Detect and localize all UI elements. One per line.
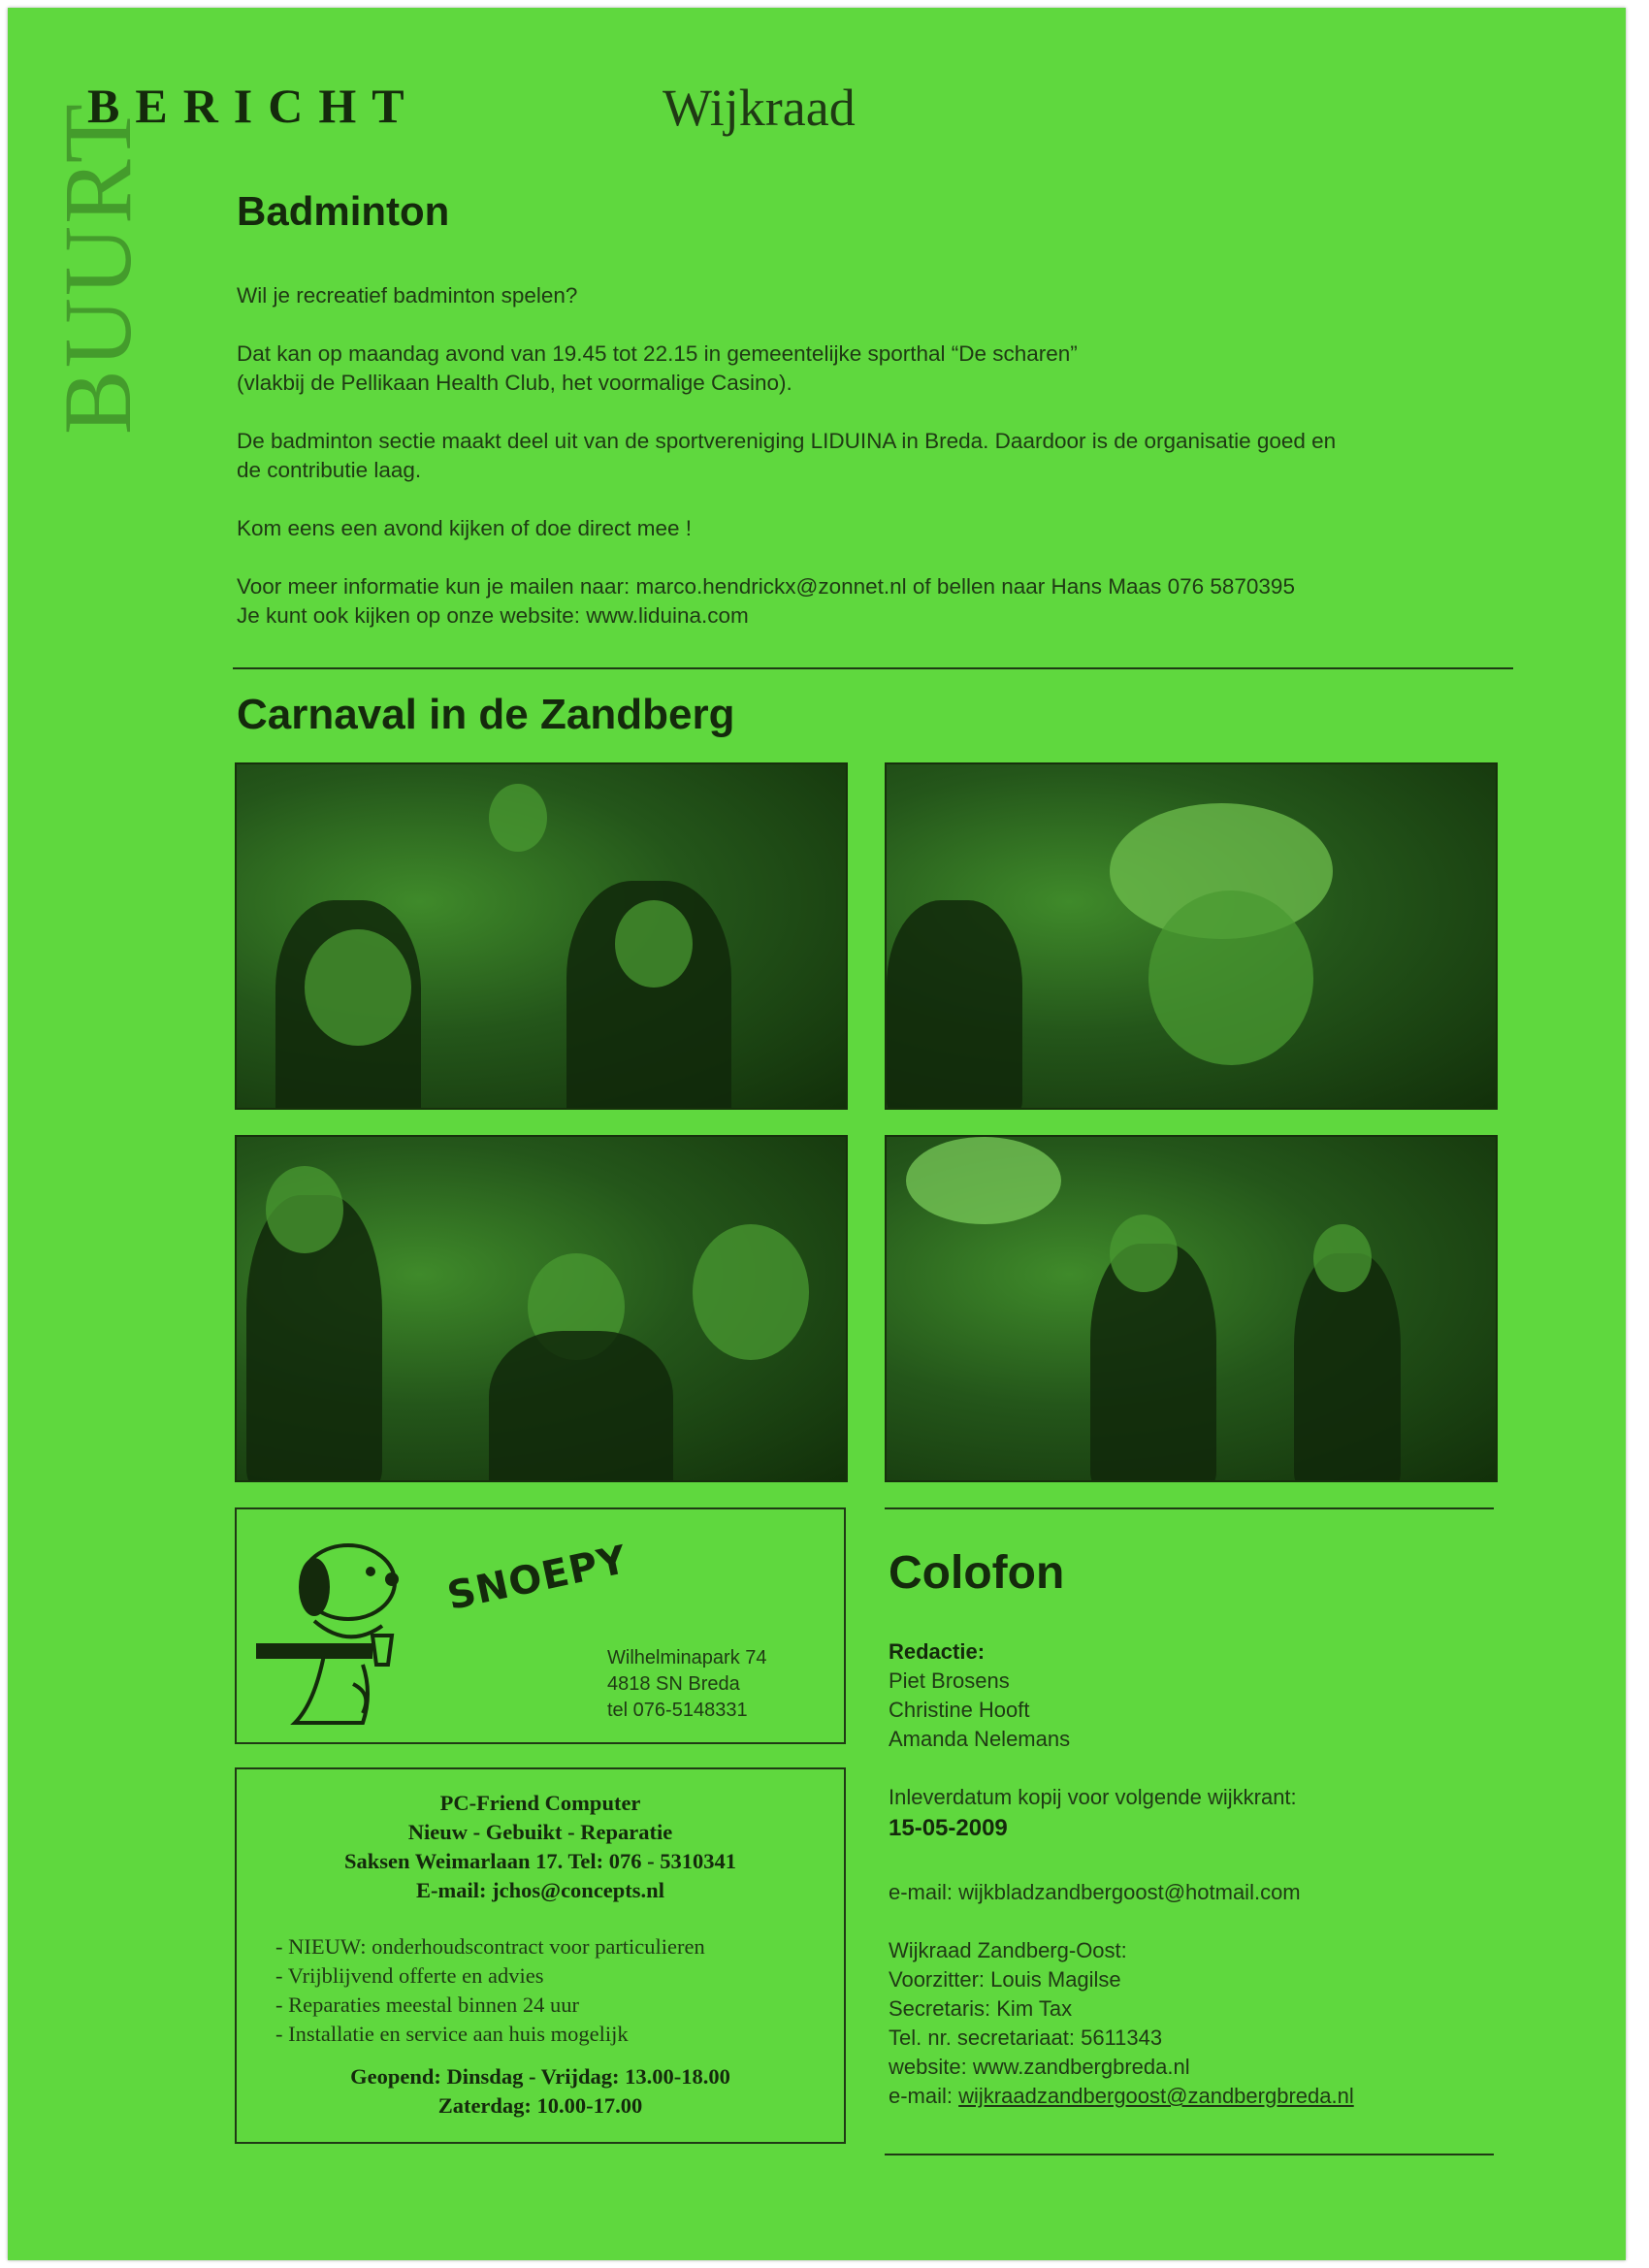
section-divider <box>233 667 1513 669</box>
colofon-bottom-rule <box>885 2154 1494 2155</box>
pc-friend-service: - Installatie en service aan huis mogelijk <box>275 2022 629 2046</box>
carnaval-heading: Carnaval in de Zandberg <box>237 691 735 738</box>
carnaval-photo-1 <box>235 762 848 1110</box>
badminton-heading: Badminton <box>237 188 450 234</box>
pc-friend-service: - NIEUW: onderhoudscontract voor particulieren <box>275 1934 705 1959</box>
badminton-club-line2: de contributie laag. <box>237 458 422 482</box>
snoepy-address: Wilhelminapark 74 <box>607 1647 767 1669</box>
masthead-subtitle: Wijkraad <box>663 79 856 137</box>
colofon-redactie-label: Redactie: <box>889 1639 986 1664</box>
masthead-vertical-text: BUURT <box>44 102 151 435</box>
badminton-invite: Kom eens een avond kijken of doe direct mee ! <box>237 516 693 540</box>
colofon-wijkraad: Wijkraad Zandberg-Oost: <box>889 1938 1127 1962</box>
colofon-heading: Colofon <box>889 1547 1065 1599</box>
carnaval-photo-3 <box>235 1135 848 1482</box>
pc-friend-address: Saksen Weimarlaan 17. Tel: 076 - 5310341 <box>343 1849 736 1873</box>
carnaval-photo-2 <box>885 762 1498 1110</box>
masthead-title: BERICHT <box>87 79 420 133</box>
pc-friend-hours-saturday: Zaterdag: 10.00-17.00 <box>437 2093 643 2118</box>
badminton-intro: Wil je recreatief badminton spelen? <box>237 283 578 308</box>
pc-friend-hours-weekday: Geopend: Dinsdag - Vrijdag: 13.00-18.00 <box>350 2064 730 2089</box>
badminton-time-line2: (vlakbij de Pellikaan Health Club, het voormalige Casino). <box>237 371 792 395</box>
carnaval-photo-4 <box>885 1135 1498 1482</box>
colofon-email2 <box>889 2082 1354 2111</box>
snoopy-icon <box>256 1529 440 1733</box>
colofon-editor: Piet Brosens <box>889 1669 1010 1693</box>
pc-friend-tagline: Nieuw - Gebuikt - Reparatie <box>407 1820 673 1844</box>
badminton-time-line1: Dat kan op maandag avond van 19.45 tot 22.15 in gemeentelijke sporthal “De scharen” <box>237 341 1078 366</box>
pc-friend-name: PC-Friend Computer <box>439 1791 641 1815</box>
colofon-voorzitter: Voorzitter: Louis Magilse <box>889 1967 1121 1992</box>
pc-friend-service: - Reparaties meestal binnen 24 uur <box>275 1993 580 2017</box>
pc-friend-advert <box>235 1767 846 2144</box>
newsletter-page <box>8 8 1626 2260</box>
badminton-website: Je kunt ook kijken op onze website: www.liduina.com <box>237 603 749 628</box>
snoepy-postcode: 4818 SN Breda <box>607 1673 740 1695</box>
badminton-contact: Voor meer informatie kun je mailen naar: marco.hendrickx@zonnet.nl of bellen naar Hans Maas 076 5870395 <box>237 574 1295 599</box>
colofon-top-rule <box>885 1507 1494 1509</box>
colofon-deadline: 15-05-2009 <box>889 1815 1008 1841</box>
colofon-email: e-mail: wijkbladzandbergoost@hotmail.com <box>889 1880 1301 1904</box>
badminton-club-line1: De badminton sectie maakt deel uit van de sportvereniging LIDUINA in Breda. Daardoor is de organisatie goed en <box>237 429 1337 453</box>
colofon-editor: Christine Hooft <box>889 1698 1030 1722</box>
pc-friend-services <box>275 1932 705 2049</box>
snoepy-phone: tel 076-5148331 <box>607 1700 748 1721</box>
colofon-email2-label: e-mail: <box>889 2084 959 2108</box>
colofon-secretaris: Secretaris: Kim Tax <box>889 1996 1073 2021</box>
colofon-email2-link[interactable]: wijkraadzandbergoost@zandbergbreda.nl <box>958 2084 1354 2108</box>
colofon-website: website: www.zandbergbreda.nl <box>889 2055 1190 2079</box>
pc-friend-service: - Vrijblijvend offerte en advies <box>275 1963 544 1988</box>
snoepy-logo-text: SNOEPY <box>443 1537 631 1620</box>
pc-friend-email: E-mail: jchos@concepts.nl <box>416 1878 664 1902</box>
colofon-editor: Amanda Nelemans <box>889 1727 1071 1751</box>
snoepy-address-block <box>607 1645 767 1724</box>
snoepy-advert <box>235 1507 846 1744</box>
colofon-telephone: Tel. nr. secretariaat: 5611343 <box>889 2025 1163 2050</box>
colofon-deadline-label: Inleverdatum kopij voor volgende wijkkrant: <box>889 1785 1297 1809</box>
